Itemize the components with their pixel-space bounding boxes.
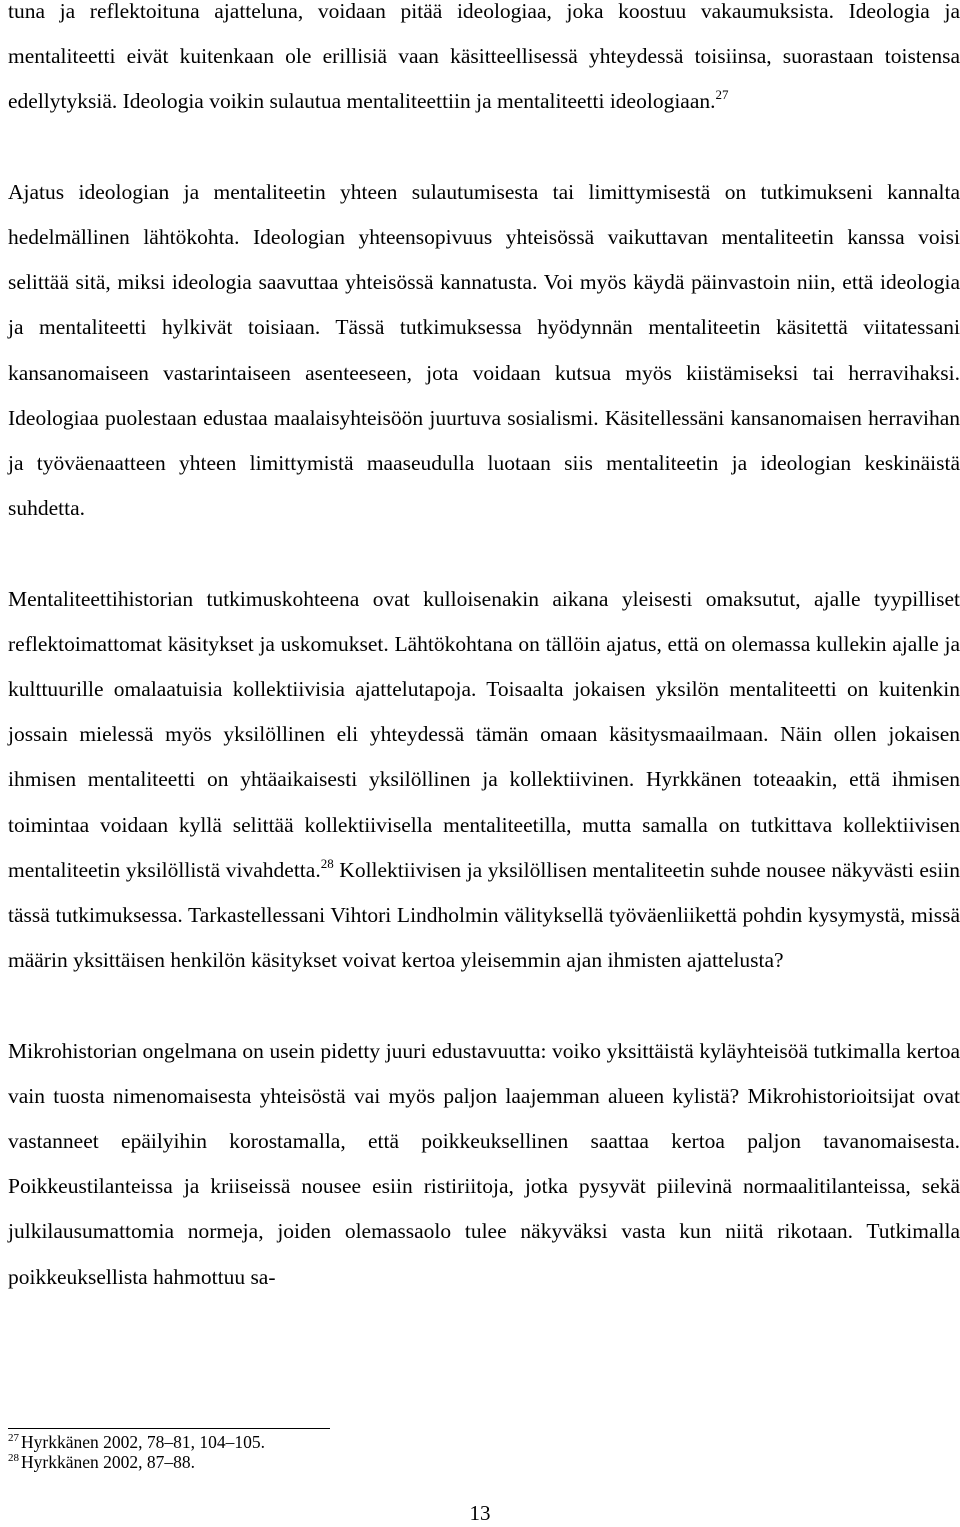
footnote-text: Hyrkkänen 2002, 78–81, 104–105. <box>21 1432 266 1452</box>
paragraph <box>8 0 960 125</box>
paragraph-text: Mikrohistorian ongelmana on usein pidetty juuri edustavuutta: voiko yksittäistä kyläyhteisöä tutkimalla kertoa vain tuosta nimenomaisesta yhteisöstä vai myös paljon laajemman alueen kylistä? Mikrohistorioitsijat ovat vastanneet epäilyihin korostamalla, että poikkeuksellinen saattaa kertoa paljon tavanomaisesta. Poikkeustilanteissa ja kriiseissä nousee esiin ristiriitoja, jotka pysyvät piilevinä normaalitilanteissa, sekä julkilausumattomia normeja, joiden olemassaolo tulee näkyväksi vasta kun niitä rikotaan. Tutkimalla poikkeuksellista hahmottuu sa- <box>8 1038 960 1289</box>
footnote-text: Hyrkkänen 2002, 87–88. <box>21 1452 196 1472</box>
paragraph-text: tuna ja reflektoituna ajatteluna, voidaan pitää ideologiaa, joka koostuu vakaumuksista. Ideologia ja mentaliteetti eivät kuitenkaan ole erillisiä vaan käsitteellisessä yhteydessä toisiinsa, suorastaan toistensa edellytyksiä. Ideologia voikin sulautua mentaliteettiin ja mentaliteetti ideologiaan. <box>8 0 960 114</box>
paragraph-text: Ajatus ideologian ja mentaliteetin yhteen sulautumisesta tai limittymisestä on tutkimukseni kannalta hedelmällinen lähtökohta. Ideologian yhteensopivuus yhteisössä vaikuttavan mentaliteetin kanssa voisi selittää sitä, miksi ideologia saavuttaa yhteisössä kannatusta. Voi myös käydä päinvastoin niin, että ideologia ja mentaliteetti hylkivät toisiaan. Tässä tutkimuksessa hyödynnän mentaliteetin käsitettä viitatessani kansanomaiseen vastarintaiseen asenteeseen, jota voidaan kutsua myös kiistämiseksi tai herravihaksi. Ideologiaa puolestaan edustaa maalaisyhteisöön juurtuva sosialismi. Käsitellessäni kansanomaisen herravihan ja työväenaatteen yhteen limittymistä maaseudulla luotaan siis mentaliteetin ja ideologian keskinäistä suhdetta. <box>8 179 960 521</box>
footnote-ref: 28 <box>320 855 334 871</box>
paragraph <box>8 577 960 984</box>
footnote-number: 27 <box>8 1432 19 1444</box>
footnote-divider <box>8 1428 330 1429</box>
paragraph <box>8 170 960 532</box>
paragraph-text: Mentaliteettihistorian tutkimuskohteena ovat kulloisenakin aikana yleisesti omaksutut, ajalle tyypilliset reflektoimattomat käsitykset ja uskomukset. Lähtökohtana on tällöin ajatus, että on olemassa kullekin ajalle ja kulttuurille omalaatuisia kollektiivisia ajattelutapoja. Toisaalta jokaisen yksilön mentaliteetti on kuitenkin jossain mielessä myös yksilöllinen eli yhteydessä tämän omaan käsitysmaailmaan. Näin ollen jokaisen ihmisen mentaliteetti on yhtäaikaisesti yksilöllinen ja kollektiivinen. Hyrkkänen toteaakin, että ihmisen toimintaa voidaan kyllä selittää kollektiivisella mentaliteetilla, mutta samalla on tutkittava kollektiivisen mentaliteetin yksilöllistä vivahdetta. <box>8 586 960 882</box>
footnotes <box>8 1432 908 1472</box>
footnote <box>8 1432 908 1452</box>
footnote-number: 28 <box>8 1452 19 1464</box>
body-text <box>8 0 960 1300</box>
footnote-ref: 27 <box>715 87 729 103</box>
paragraph-text: Kollektiivisen ja yksilöllisen mentaliteetin suhde nousee näkyvästi esiin tässä tutkimuksessa. Tarkastellessani Vihtori Lindholmin välityksellä työväenliikettä pohdin kysymystä, missä määrin yksittäisen henkilön käsitykset voivat kertoa yleisemmin ajan ihmisten ajattelusta? <box>8 857 960 973</box>
page-number: 13 <box>469 1501 491 1525</box>
paragraph <box>8 1029 960 1300</box>
footnote <box>8 1452 908 1472</box>
